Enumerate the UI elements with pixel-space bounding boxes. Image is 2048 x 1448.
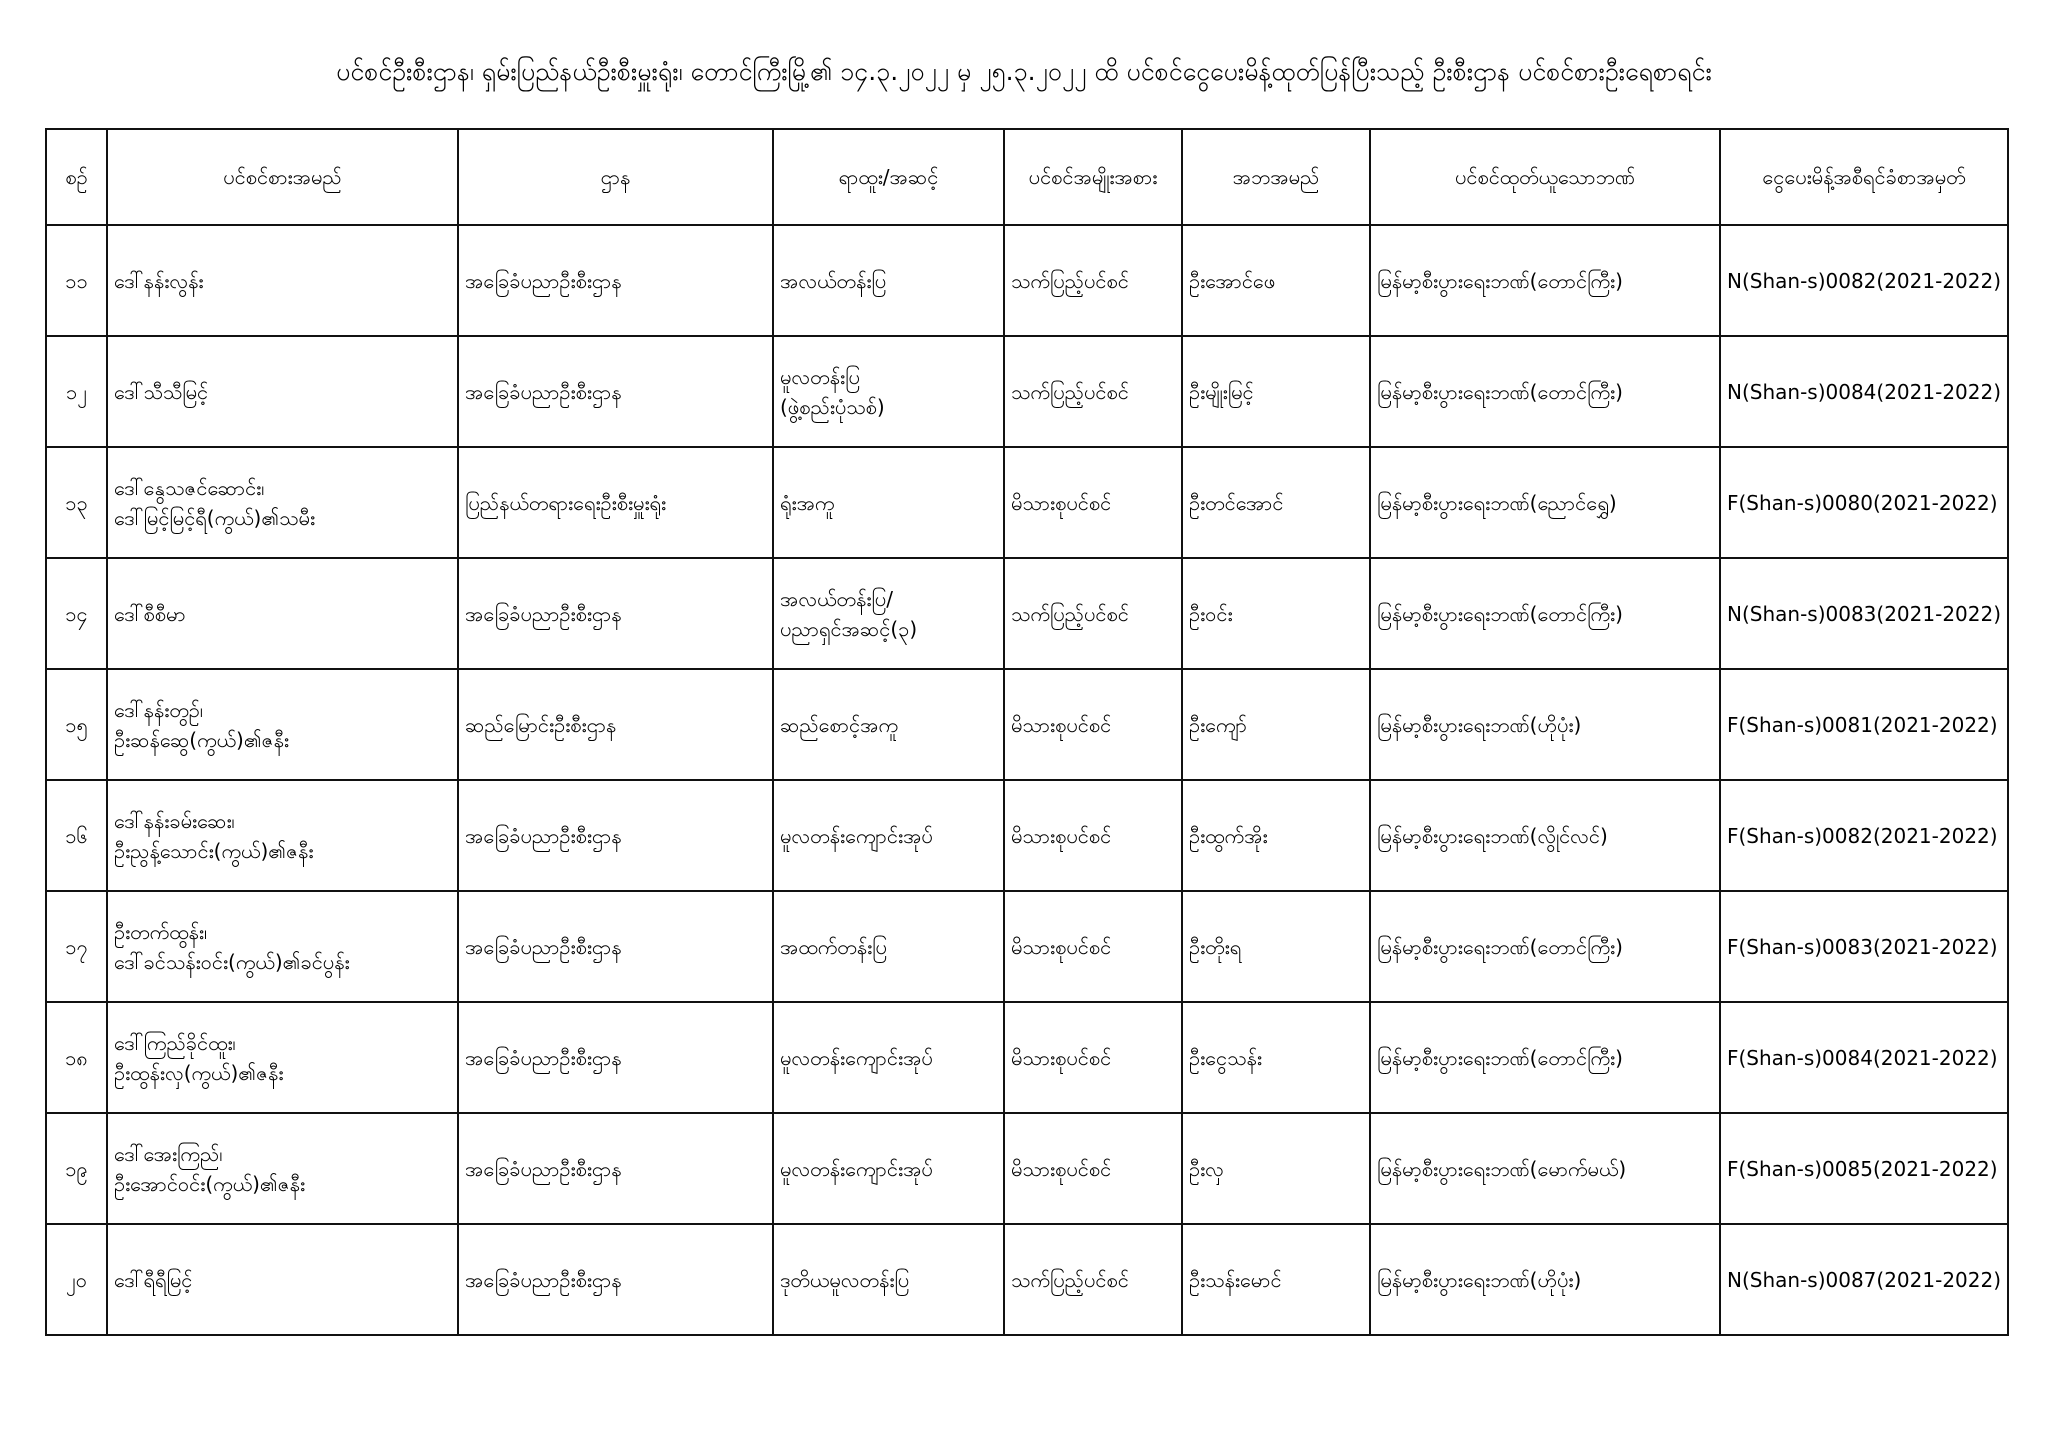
pension-type-cell: မိသားစုပင်စင် — [1004, 1002, 1182, 1113]
header-rank: ရာထူး/အဆင့် — [773, 129, 1004, 225]
department-cell: အခြေခံပညာဦးစီးဌာန — [458, 558, 773, 669]
pensioner-name-cell — [107, 336, 458, 447]
pension-type-cell: သက်ပြည့်ပင်စင် — [1004, 225, 1182, 336]
rank-line: (ဖွဲ့စည်းပုံသစ်) — [780, 394, 885, 419]
table-row — [46, 336, 2008, 447]
rank-line: အထက်တန်းပြ — [780, 934, 887, 959]
rank-cell — [773, 1113, 1004, 1224]
serial-no-cell: ၁၃ — [46, 447, 107, 558]
department-cell: ဆည်မြောင်းဦးစီးဌာန — [458, 669, 773, 780]
father-name-cell: ဦးကျော် — [1182, 669, 1370, 780]
bank-cell: မြန်မာ့စီးပွားရေးဘဏ်(တောင်ကြီး) — [1370, 225, 1720, 336]
table-row — [46, 780, 2008, 891]
rank-cell — [773, 1002, 1004, 1113]
header-order-number: ငွေပေးမိန့်အစီရင်ခံစာအမှတ် — [1720, 129, 2008, 225]
department-cell: အခြေခံပညာဦးစီးဌာန — [458, 1113, 773, 1224]
pensioner-name-line: ဦးညွန့်သောင်း(ကွယ်)၏ဇနီး — [114, 838, 314, 863]
rank-cell — [773, 447, 1004, 558]
order-number-cell: F(Shan-s)0081(2021-2022) — [1720, 669, 2008, 780]
rank-line: ဒုတိယမူလတန်းပြ — [780, 1267, 910, 1292]
father-name-cell: ဦးငွေသန်း — [1182, 1002, 1370, 1113]
pensioner-name-cell — [107, 1002, 458, 1113]
department-cell: အခြေခံပညာဦးစီးဌာန — [458, 891, 773, 1002]
rank-line: မူလတန်းကျောင်းအုပ် — [780, 823, 933, 848]
bank-cell: မြန်မာ့စီးပွားရေးဘဏ်(တောင်ကြီး) — [1370, 1002, 1720, 1113]
bank-cell: မြန်မာ့စီးပွားရေးဘဏ်(တောင်ကြီး) — [1370, 891, 1720, 1002]
serial-no-cell: ၁၈ — [46, 1002, 107, 1113]
pensioner-name-line: ဒေါ်အေးကြည်၊ — [114, 1141, 223, 1166]
pensioner-name-cell — [107, 1224, 458, 1335]
bank-cell: မြန်မာ့စီးပွားရေးဘဏ်(ညောင်ရွှေ) — [1370, 447, 1720, 558]
header-pensioner-name: ပင်စင်စားအမည် — [107, 129, 458, 225]
serial-no-cell: ၁၆ — [46, 780, 107, 891]
pensioner-name-line: ဒေါ်နန်းလွန်း — [114, 268, 204, 293]
pensioner-name-cell — [107, 669, 458, 780]
father-name-cell: ဦးမျိုးမြင့် — [1182, 336, 1370, 447]
page-title: ပင်စင်ဦးစီးဌာန၊ ရှမ်းပြည်နယ်ဦးစီးမှူးရုံး၊ တောင်ကြီးမြို့၏ ၁၄.၃.၂၀၂၂ မှ ၂၅.၃.၂၀၂၂ ထိ ပင်စင်ငွေပေးမိန့်ထုတ်ပြန်ပြီးသည့် ဦးစီးဌာန ပင်စင်စားဦးရေစာရင်း — [336, 57, 1712, 86]
rank-line: ဆည်စောင့်အကူ — [780, 712, 899, 737]
rank-line: အလယ်တန်းပြ — [780, 268, 887, 293]
pensioner-name-line: ဒေါ်နန်းခမ်းဆေး၊ — [114, 808, 235, 833]
department-cell: ပြည်နယ်တရားရေးဦးစီးမှူးရုံး — [458, 447, 773, 558]
serial-no-cell: ၁၂ — [46, 336, 107, 447]
header-department: ဌာန — [458, 129, 773, 225]
pensioner-name-line: ဒေါ်သီသီမြင့် — [114, 379, 209, 404]
order-number-cell: N(Shan-s)0084(2021-2022) — [1720, 336, 2008, 447]
rank-line: အလယ်တန်းပြ/ — [780, 586, 893, 611]
pension-type-cell: သက်ပြည့်ပင်စင် — [1004, 336, 1182, 447]
department-cell: အခြေခံပညာဦးစီးဌာန — [458, 1002, 773, 1113]
pension-type-cell: သက်ပြည့်ပင်စင် — [1004, 1224, 1182, 1335]
father-name-cell: ဦးထွက်အိုး — [1182, 780, 1370, 891]
pensioner-name-line: ဒေါ်စီစီမာ — [114, 601, 186, 626]
rank-line: မူလတန်းကျောင်းအုပ် — [780, 1156, 933, 1181]
order-number-cell: F(Shan-s)0084(2021-2022) — [1720, 1002, 2008, 1113]
rank-cell — [773, 669, 1004, 780]
pensioner-name-cell — [107, 891, 458, 1002]
pension-type-cell: မိသားစုပင်စင် — [1004, 669, 1182, 780]
order-number-cell: N(Shan-s)0087(2021-2022) — [1720, 1224, 2008, 1335]
father-name-cell: ဦးလှ — [1182, 1113, 1370, 1224]
header-father-name: အဘအမည် — [1182, 129, 1370, 225]
serial-no-cell: ၂၀ — [46, 1224, 107, 1335]
table-row — [46, 669, 2008, 780]
department-cell: အခြေခံပညာဦးစီးဌာန — [458, 225, 773, 336]
serial-no-cell: ၁၅ — [46, 669, 107, 780]
serial-no-cell: ၁၄ — [46, 558, 107, 669]
pensioner-name-cell — [107, 447, 458, 558]
father-name-cell: ဦးအောင်ဖေ — [1182, 225, 1370, 336]
pensioner-name-line: ဦးထွန်းလှ(ကွယ်)၏ဇနီး — [114, 1060, 284, 1085]
pension-type-cell: မိသားစုပင်စင် — [1004, 447, 1182, 558]
header-pension-type: ပင်စင်အမျိုးအစား — [1004, 129, 1182, 225]
pensioner-name-line: ဒေါ်ကြည်ခိုင်ထူး၊ — [114, 1030, 236, 1055]
order-number-cell: N(Shan-s)0083(2021-2022) — [1720, 558, 2008, 669]
pensioner-name-cell — [107, 225, 458, 336]
bank-cell: မြန်မာ့စီးပွားရေးဘဏ်(တောင်ကြီး) — [1370, 336, 1720, 447]
table-row — [46, 1113, 2008, 1224]
table-row — [46, 225, 2008, 336]
department-cell: အခြေခံပညာဦးစီးဌာန — [458, 1224, 773, 1335]
table-row — [46, 891, 2008, 1002]
pensioner-name-line: ဒေါ်ခင်သန်းဝင်း(ကွယ်)၏ခင်ပွန်း — [114, 949, 350, 974]
rank-line: ရုံးအကူ — [780, 490, 835, 515]
pensioner-name-cell — [107, 1113, 458, 1224]
serial-no-cell: ၁၁ — [46, 225, 107, 336]
bank-cell: မြန်မာ့စီးပွားရေးဘဏ်(ဟိုပုံး) — [1370, 669, 1720, 780]
pensioner-name-line: ဦးဆန်ဆွေ(ကွယ်)၏ဇနီး — [114, 727, 289, 752]
father-name-cell: ဦးဝင်း — [1182, 558, 1370, 669]
pensioner-table — [45, 128, 2009, 1336]
pensioner-name-cell — [107, 558, 458, 669]
pensioner-name-line: ဒေါ်နွေသဇင်ဆောင်း၊ — [114, 475, 265, 500]
table-header-row — [46, 129, 2008, 225]
rank-cell — [773, 1224, 1004, 1335]
table-row — [46, 1224, 2008, 1335]
department-cell: အခြေခံပညာဦးစီးဌာန — [458, 780, 773, 891]
header-serial-no: စဉ် — [46, 129, 107, 225]
pension-type-cell: သက်ပြည့်ပင်စင် — [1004, 558, 1182, 669]
rank-cell — [773, 336, 1004, 447]
header-bank: ပင်စင်ထုတ်ယူသောဘဏ် — [1370, 129, 1720, 225]
bank-cell: မြန်မာ့စီးပွားရေးဘဏ်(ဟိုပုံး) — [1370, 1224, 1720, 1335]
pension-type-cell: မိသားစုပင်စင် — [1004, 780, 1182, 891]
rank-line: မူလတန်းပြ — [780, 364, 860, 389]
serial-no-cell: ၁၉ — [46, 1113, 107, 1224]
pensioner-name-line: ဦးအောင်ဝင်း(ကွယ်)၏ဇနီး — [114, 1171, 306, 1196]
bank-cell: မြန်မာ့စီးပွားရေးဘဏ်(လွိုင်လင်) — [1370, 780, 1720, 891]
rank-line: မူလတန်းကျောင်းအုပ် — [780, 1045, 933, 1070]
pension-type-cell: မိသားစုပင်စင် — [1004, 891, 1182, 1002]
rank-cell — [773, 891, 1004, 1002]
order-number-cell: F(Shan-s)0080(2021-2022) — [1720, 447, 2008, 558]
father-name-cell: ဦးတင်အောင် — [1182, 447, 1370, 558]
rank-cell — [773, 558, 1004, 669]
rank-line: ပညာရှင်အဆင့်(၃) — [780, 616, 918, 641]
pensioner-name-line: ဦးတက်ထွန်း၊ — [114, 919, 208, 944]
bank-cell: မြန်မာ့စီးပွားရေးဘဏ်(တောင်ကြီး) — [1370, 558, 1720, 669]
pensioner-name-line: ဒေါ်မြင့်မြင့်ရီ(ကွယ်)၏သမီး — [114, 505, 316, 530]
order-number-cell: F(Shan-s)0085(2021-2022) — [1720, 1113, 2008, 1224]
table-row — [46, 1002, 2008, 1113]
rank-cell — [773, 780, 1004, 891]
order-number-cell: F(Shan-s)0082(2021-2022) — [1720, 780, 2008, 891]
pensioner-name-cell — [107, 780, 458, 891]
father-name-cell: ဦးသန်းမောင် — [1182, 1224, 1370, 1335]
pensioner-name-line: ဒေါ်ရီရီမြင့် — [114, 1267, 193, 1292]
department-cell: အခြေခံပညာဦးစီးဌာန — [458, 336, 773, 447]
pensioner-name-line: ဒေါ်နန်းတွဉ်၊ — [114, 697, 204, 722]
table-row — [46, 447, 2008, 558]
serial-no-cell: ၁၇ — [46, 891, 107, 1002]
father-name-cell: ဦးတိုးရ — [1182, 891, 1370, 1002]
bank-cell: မြန်မာ့စီးပွားရေးဘဏ်(မောက်မယ်) — [1370, 1113, 1720, 1224]
pension-type-cell: မိသားစုပင်စင် — [1004, 1113, 1182, 1224]
order-number-cell: F(Shan-s)0083(2021-2022) — [1720, 891, 2008, 1002]
rank-cell — [773, 225, 1004, 336]
table-row — [46, 558, 2008, 669]
order-number-cell: N(Shan-s)0082(2021-2022) — [1720, 225, 2008, 336]
